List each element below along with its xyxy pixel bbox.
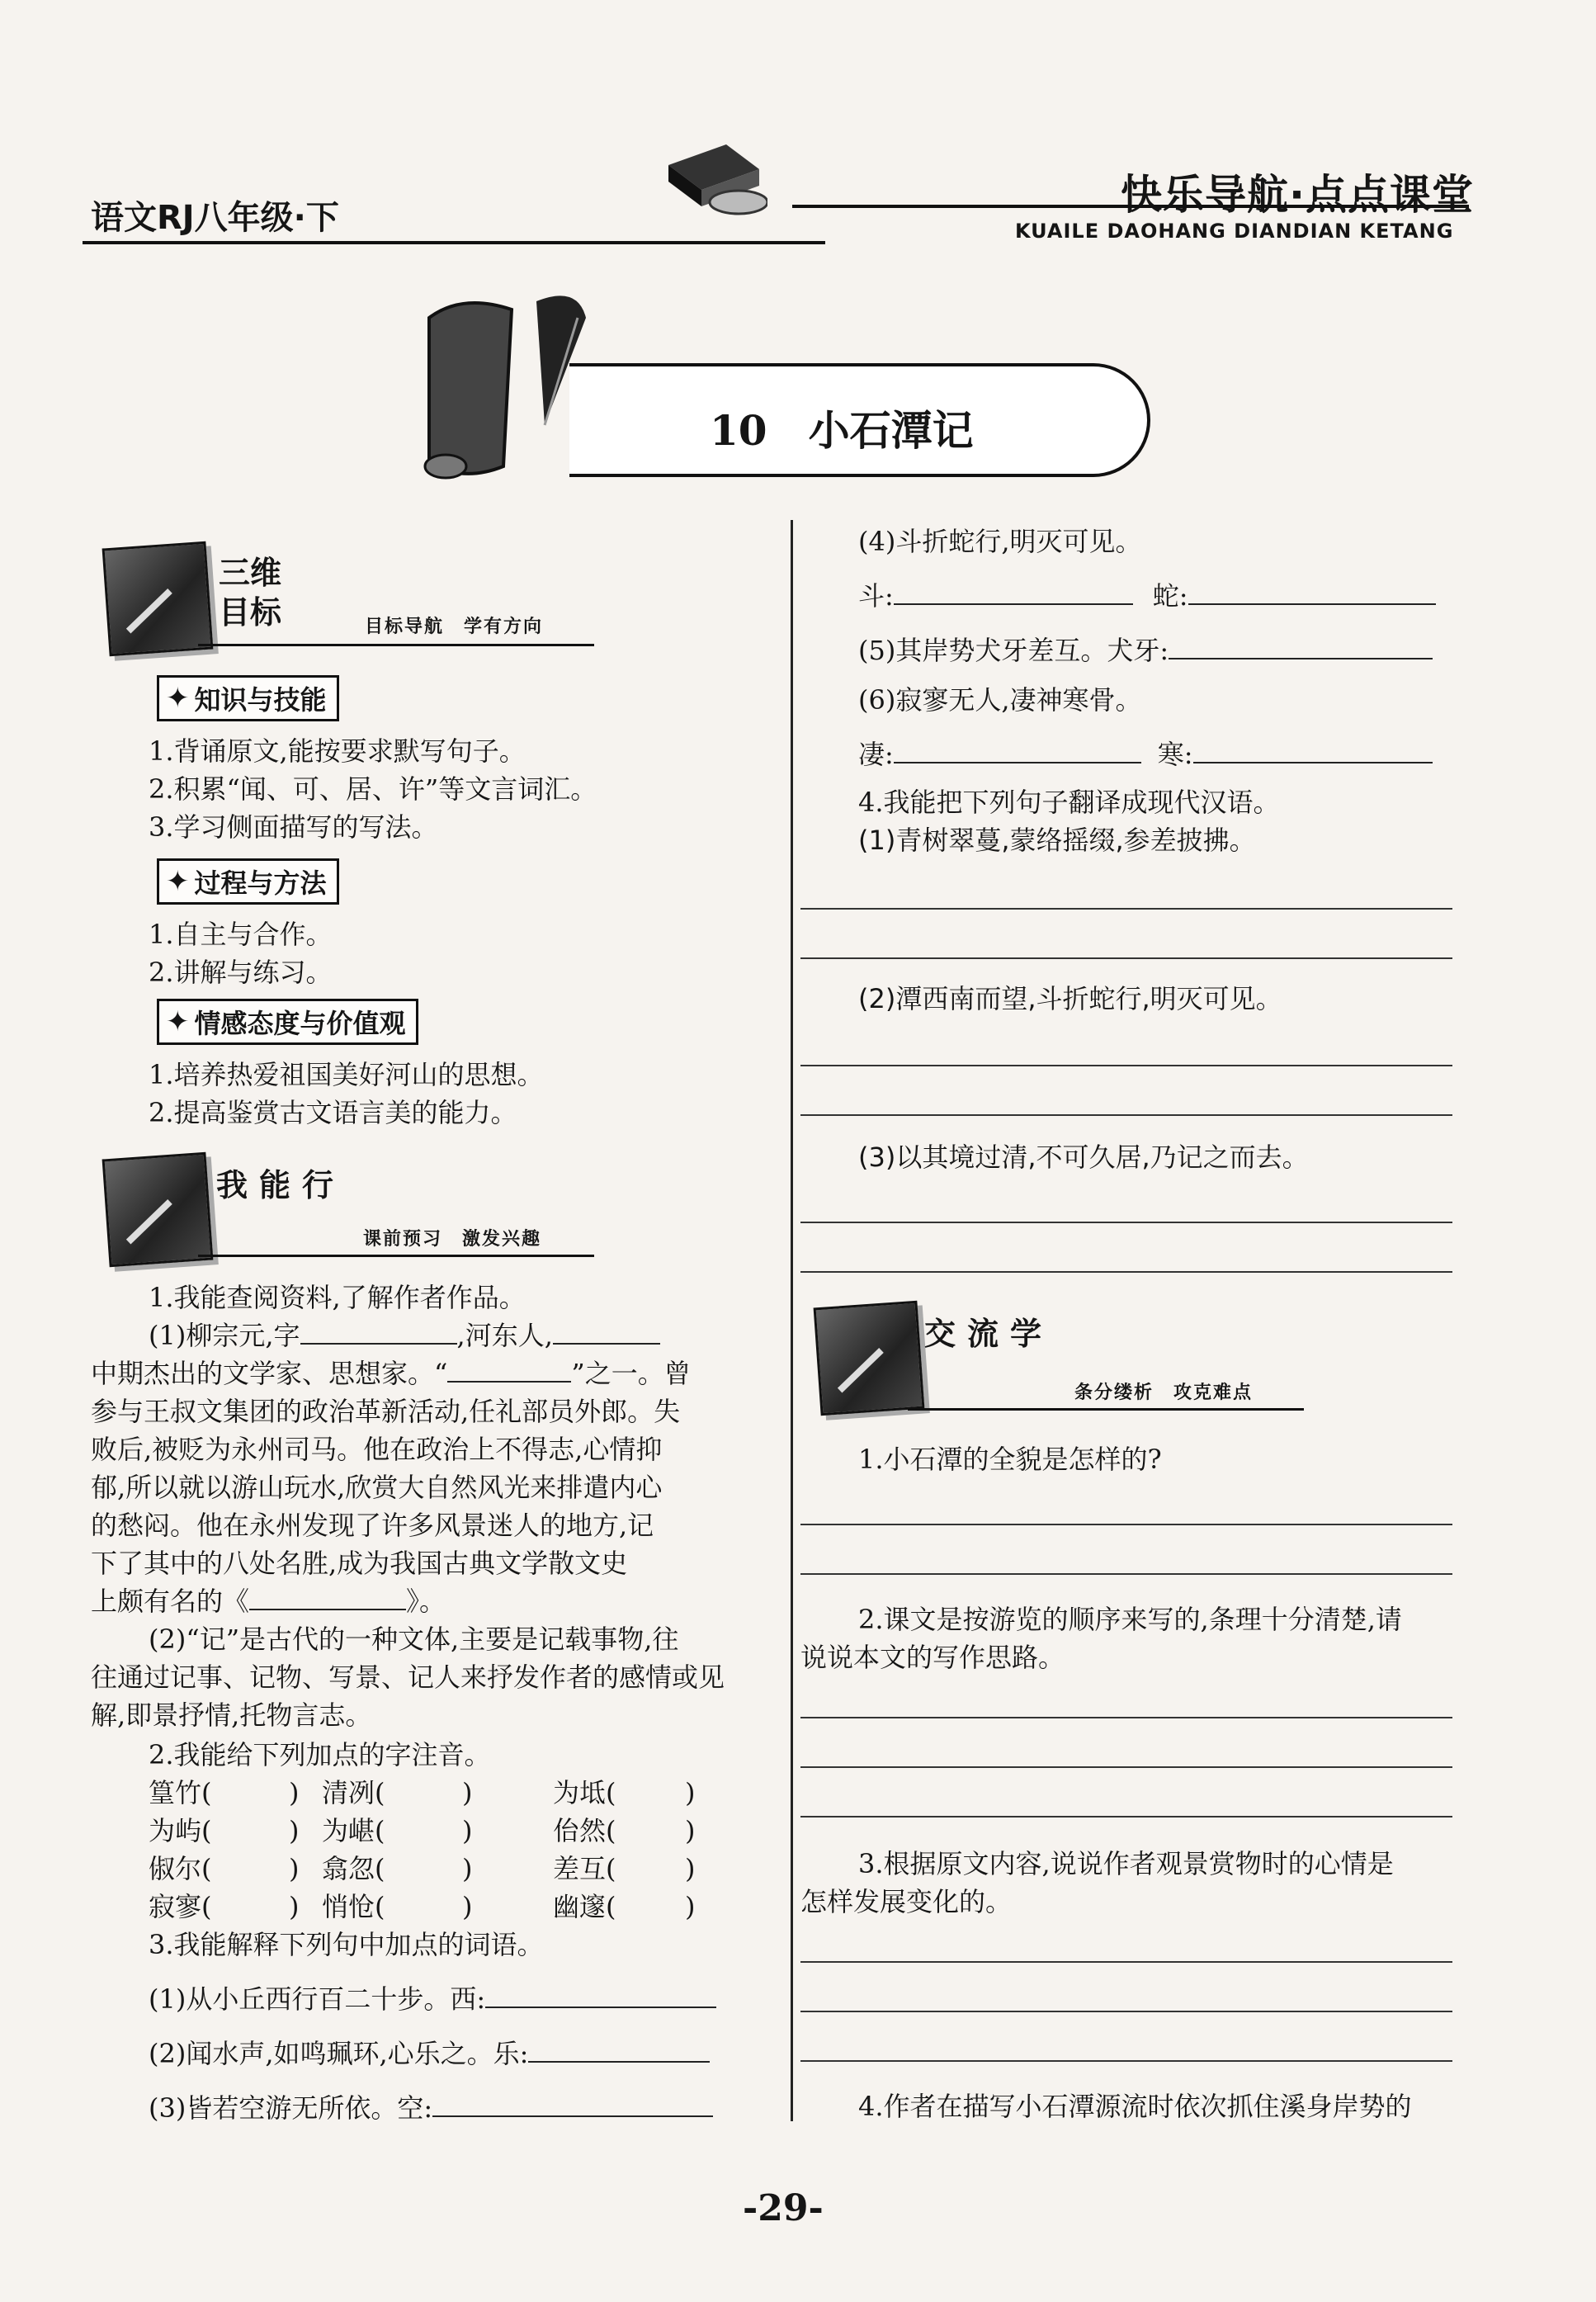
blank-le[interactable] — [528, 2036, 710, 2063]
pinyin-word: 清冽( — [322, 1777, 385, 1808]
right-q3-6-answers — [858, 736, 1433, 773]
header-right-subtitle: KUAILE DAOHANG DIANDIAN KETANG — [1015, 220, 1454, 243]
header-left-title: 语文RJ八年级·下 — [91, 199, 339, 237]
pinyin-close-paren[interactable]: ) — [685, 1777, 696, 1808]
preview-section-icon — [102, 1152, 214, 1267]
preview-q3-item-2-text: (2)闻水声,如鸣珮环,心乐之。乐: — [149, 2038, 529, 2069]
blank-dou[interactable] — [894, 579, 1133, 605]
blank-courtesy-name[interactable] — [300, 1318, 457, 1345]
knowledge-item: 2.积累“闻、可、居、许”等文言词汇。 — [149, 773, 597, 805]
blank-dynasty[interactable] — [553, 1318, 660, 1345]
knowledge-item: 3.学习侧面描写的写法。 — [149, 811, 438, 843]
blank-eight-masters[interactable] — [447, 1356, 571, 1383]
goals-section-icon — [102, 541, 214, 656]
answer-line[interactable] — [800, 1573, 1452, 1575]
preview-q1-line1-text: (1)柳宗元,字 — [149, 1320, 300, 1351]
answer-line[interactable] — [800, 2060, 1452, 2062]
discuss-q3-line2: 怎样发展变化的。 — [800, 1886, 1013, 1917]
answer-line[interactable] — [800, 1816, 1452, 1817]
answer-line[interactable] — [800, 1766, 1452, 1768]
pinyin-word: 悄怆( — [322, 1891, 385, 1922]
pinyin-close-paren[interactable]: ) — [685, 1815, 696, 1846]
pinyin-close-paren[interactable]: ) — [462, 1853, 473, 1884]
pinyin-word: 为坻( — [553, 1777, 616, 1808]
answer-line[interactable] — [800, 1271, 1452, 1273]
answer-line[interactable] — [800, 908, 1452, 910]
preview-q1-p2-line2: 往通过记事、记物、写景、记人来抒发作者的感情或见 — [91, 1662, 725, 1693]
discuss-section-title: 交流学 — [924, 1315, 1054, 1352]
preview-q1-line1 — [149, 1317, 660, 1354]
right-q4-item-3: (3)以其境过清,不可久居,乃记之而去。 — [858, 1142, 1309, 1173]
page-number: -29- — [743, 2187, 824, 2229]
pinyin-close-paren[interactable]: ) — [289, 1891, 300, 1922]
process-item: 1.自主与合作。 — [149, 919, 333, 950]
preview-q3-head: 3.我能解释下列句中加点的词语。 — [149, 1929, 544, 1960]
pinyin-close-paren[interactable]: ) — [289, 1853, 300, 1884]
emotion-item: 2.提高鉴赏古文语言美的能力。 — [149, 1097, 517, 1128]
pinyin-close-paren[interactable]: ) — [289, 1777, 300, 1808]
right-q3-4-label-a: 斗: — [858, 580, 894, 612]
pinyin-word: 差互( — [553, 1853, 616, 1884]
pinyin-word: 为屿( — [149, 1815, 212, 1846]
knowledge-label — [157, 675, 339, 721]
answer-line[interactable] — [800, 957, 1452, 959]
answer-line[interactable] — [800, 1961, 1452, 1963]
emotion-item: 1.培养热爱祖国美好河山的思想。 — [149, 1059, 544, 1090]
preview-q1-line2-text: 中期杰出的文学家、思想家。“ — [91, 1358, 448, 1389]
header-right-title: 快乐导航·点点课堂 — [1121, 171, 1474, 219]
pinyin-close-paren[interactable]: ) — [462, 1891, 473, 1922]
preview-q1-line4: 败后,被贬为永州司马。他在政治上不得志,心情抑 — [91, 1434, 663, 1465]
right-q3-6-label-b: 寒: — [1157, 739, 1193, 770]
knowledge-label-text: 知识与技能 — [194, 684, 327, 716]
blank-quanya[interactable] — [1169, 633, 1433, 659]
pinyin-word: 幽邃( — [553, 1891, 616, 1922]
right-q4-head: 4.我能把下列句子翻译成现代汉语。 — [858, 787, 1280, 818]
preview-q3-item-3 — [149, 2090, 713, 2126]
right-q4-item-1: (1)青树翠蔓,蒙络摇缀,参差披拂。 — [858, 825, 1256, 856]
preview-q1-line3: 参与王叔文集团的政治革新活动,任礼部员外郎。失 — [91, 1396, 681, 1427]
blank-han[interactable] — [1193, 737, 1433, 763]
preview-q1-line8 — [91, 1583, 446, 1619]
star-icon: ✦ — [166, 1005, 190, 1038]
discuss-q4: 4.作者在描写小石潭源流时依次抓住溪身岸势的 — [858, 2091, 1412, 2122]
book-icon — [660, 140, 767, 219]
preview-q1-line1-text2: ,河东人, — [456, 1320, 553, 1351]
answer-line[interactable] — [800, 1717, 1452, 1718]
pinyin-close-paren[interactable]: ) — [685, 1891, 696, 1922]
preview-section-subtitle: 课前预习 激发兴趣 — [363, 1229, 542, 1250]
preview-section-title: 我能行 — [216, 1166, 346, 1203]
goals-section-title: 三维目标 — [219, 554, 282, 631]
column-divider — [791, 520, 793, 2121]
discuss-section-rule — [908, 1408, 1304, 1411]
header-rule-right — [792, 205, 1469, 208]
pinyin-word: 寂寥( — [149, 1891, 212, 1922]
discuss-q1: 1.小石潭的全貌是怎样的? — [858, 1444, 1162, 1475]
goals-section-subtitle: 目标导航 学有方向 — [365, 617, 544, 637]
preview-q1-line6: 的愁闷。他在永州发现了许多风景迷人的地方,记 — [91, 1510, 654, 1541]
knowledge-item: 1.背诵原文,能按要求默写句子。 — [149, 735, 526, 767]
preview-q1-p2-line3: 解,即景抒情,托物言志。 — [91, 1699, 372, 1731]
process-label-text: 过程与方法 — [194, 867, 327, 899]
blank-eight-records[interactable] — [249, 1584, 406, 1610]
blank-she[interactable] — [1188, 579, 1436, 605]
blank-kong[interactable] — [432, 2091, 713, 2117]
star-icon: ✦ — [166, 682, 190, 715]
star-icon: ✦ — [166, 865, 190, 898]
preview-q1-line7: 下了其中的八处名胜,成为我国古典文学散文史 — [91, 1548, 628, 1579]
discuss-q3-line1: 3.根据原文内容,说说作者观景赏物时的心情是 — [858, 1848, 1394, 1879]
pinyin-word: 篁竹( — [149, 1777, 212, 1808]
right-q3-5-text: (5)其岸势犬牙差互。犬牙: — [858, 635, 1169, 666]
discuss-q2-line1: 2.课文是按游览的顺序来写的,条理十分清楚,请 — [858, 1604, 1402, 1635]
discuss-q2-line2: 说说本文的写作思路。 — [800, 1642, 1065, 1673]
answer-line[interactable] — [800, 2011, 1452, 2012]
preview-q3-item-1 — [149, 1981, 716, 2017]
blank-qi[interactable] — [894, 737, 1141, 763]
right-q3-4-answers — [858, 578, 1436, 614]
blank-xi[interactable] — [485, 1982, 716, 2008]
preview-q3-item-2 — [149, 2035, 710, 2072]
goals-section-rule — [198, 644, 594, 646]
pinyin-word: 佁然( — [553, 1815, 616, 1846]
pinyin-close-paren[interactable]: ) — [289, 1815, 300, 1846]
preview-q1-head: 1.我能查阅资料,了解作者作品。 — [149, 1282, 526, 1313]
pinyin-word: 俶尔( — [149, 1853, 212, 1884]
process-label — [157, 858, 339, 905]
answer-line[interactable] — [800, 1524, 1452, 1525]
answer-line[interactable] — [800, 1065, 1452, 1066]
answer-line[interactable] — [800, 1222, 1452, 1223]
emotion-label — [157, 999, 418, 1045]
preview-q1-line8-text: 上颇有名的《 — [91, 1586, 250, 1617]
pinyin-word: 为嵁( — [322, 1815, 385, 1846]
header-rule — [83, 241, 825, 244]
right-q3-4-label-b: 蛇: — [1152, 580, 1188, 612]
preview-q3-item-1-text: (1)从小丘西行百二十步。西: — [149, 1983, 486, 2015]
emotion-label-text: 情感态度与价值观 — [194, 1008, 406, 1039]
pinyin-close-paren[interactable]: ) — [685, 1853, 696, 1884]
preview-q2-head: 2.我能给下列加点的字注音。 — [149, 1739, 491, 1770]
pinyin-word: 翕忽( — [322, 1853, 385, 1884]
right-q3-6-label-a: 凄: — [858, 739, 894, 770]
right-q3-4: (4)斗折蛇行,明灭可见。 — [858, 526, 1142, 557]
lesson-title: 10 小石潭记 — [710, 406, 974, 455]
preview-q3-item-3-text: (3)皆若空游无所依。空: — [149, 2092, 433, 2124]
preview-q1-p2-line1: (2)“记”是古代的一种文体,主要是记载事物,往 — [149, 1624, 679, 1655]
pinyin-close-paren[interactable]: ) — [462, 1777, 473, 1808]
preview-q1-line2 — [91, 1355, 691, 1392]
preview-q1-line8-text2: 》。 — [406, 1586, 446, 1617]
right-q3-5 — [858, 632, 1433, 669]
answer-line[interactable] — [800, 1114, 1452, 1116]
discuss-section-icon — [814, 1301, 925, 1416]
process-item: 2.讲解与练习。 — [149, 957, 333, 988]
pinyin-close-paren[interactable]: ) — [462, 1815, 473, 1846]
discuss-section-subtitle: 条分缕析 攻克难点 — [1074, 1383, 1254, 1403]
right-q3-6: (6)寂寥无人,凄神寒骨。 — [858, 684, 1142, 716]
preview-q1-line5: 郁,所以就以游山玩水,欣赏大自然风光来排遣内心 — [91, 1472, 663, 1503]
right-q4-item-2: (2)潭西南而望,斗折蛇行,明灭可见。 — [858, 983, 1282, 1014]
preview-q1-line2-text2: ”之一。曾 — [571, 1358, 691, 1389]
preview-section-rule — [198, 1255, 594, 1257]
